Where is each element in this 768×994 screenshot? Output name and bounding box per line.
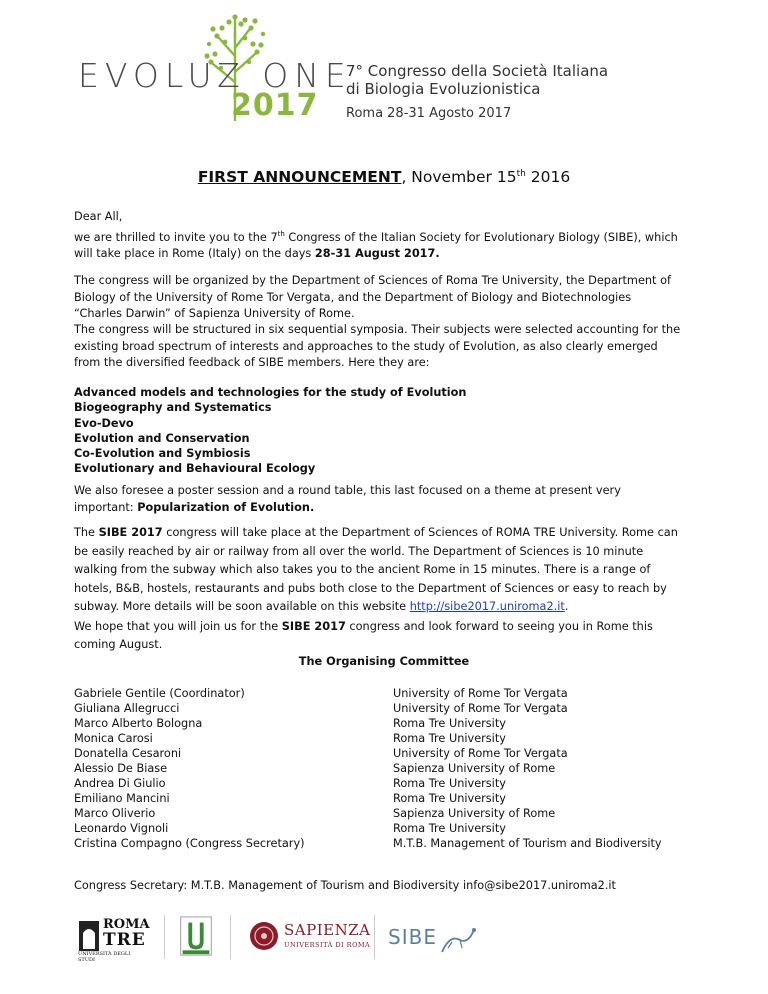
sibe-logo-text: SIBE xyxy=(388,925,437,949)
logo-divider xyxy=(374,915,375,959)
sapienza-seal-icon xyxy=(248,915,280,957)
symposium-item: Evolution and Conservation xyxy=(74,431,250,445)
closing-body: congress and look forward to seeing you in Rome this coming August. xyxy=(74,620,653,651)
member-name: Andrea Di Giulio xyxy=(74,777,166,790)
greeting: Dear All, xyxy=(74,210,123,223)
venue-text xyxy=(74,524,682,617)
committee-names xyxy=(74,686,305,851)
member-affiliation: University of Rome Tor Vergata xyxy=(393,687,568,700)
member-name: Marco Alberto Bologna xyxy=(74,717,203,730)
invitation-sup: th xyxy=(277,229,285,238)
roma-tre-text-2: TRE xyxy=(103,930,146,950)
sapienza-subtitle: UNIVERSITÀ DI ROMA xyxy=(284,941,371,949)
congress-title-line-1: 7° Congresso della Società Italiana xyxy=(346,62,609,80)
invitation-text xyxy=(74,226,682,263)
symposium-item: Advanced models and technologies for the study of Evolution xyxy=(74,386,467,399)
congress-date: Roma 28-31 Agosto 2017 xyxy=(346,106,512,121)
logo-divider xyxy=(164,915,165,959)
structure-paragraph xyxy=(74,322,682,372)
poster-theme: Popularization of Evolution. xyxy=(137,500,315,514)
partner-logos xyxy=(78,915,498,963)
tor-vergata-logo-icon xyxy=(178,915,214,957)
member-name: Monica Carosi xyxy=(74,732,153,745)
logo-year: 2017 xyxy=(231,88,319,123)
member-name: Giuliana Allegrucci xyxy=(74,702,180,715)
roma-tre-emblem-icon xyxy=(78,919,100,953)
member-name: Gabriele Gentile (Coordinator) xyxy=(74,687,245,700)
member-name: Leonardo Vignoli xyxy=(74,822,169,835)
roma-tre-text-1: ROMA xyxy=(103,917,150,932)
symposium-item: Evo-Devo xyxy=(74,416,134,430)
sapienza-name: SAPIENZA xyxy=(284,921,371,939)
sibe-lizard-icon xyxy=(438,919,478,961)
venue-pre: The xyxy=(74,526,99,539)
member-affiliation: Sapienza University of Rome xyxy=(393,807,556,820)
announcement-label: FIRST ANNOUNCEMENT xyxy=(197,168,402,186)
member-name: Cristina Compagno (Congress Secretary) xyxy=(74,837,305,850)
committee-affiliations xyxy=(393,686,662,851)
symposium-item: Evolutionary and Behavioural Ecology xyxy=(74,462,316,476)
member-affiliation: Roma Tre University xyxy=(393,777,506,790)
member-affiliation: Roma Tre University xyxy=(393,732,506,745)
committee-heading: The Organising Committee xyxy=(298,655,470,668)
announcement-heading xyxy=(0,168,768,186)
member-affiliation: University of Rome Tor Vergata xyxy=(393,747,568,760)
structure-text: The congress will be structured in six sequential symposia. Their subjects were selected accounting for the existing broad spectrum of interests and approaches to the study of Evolution, as also clearly emerged from the diversified feedback of SIBE members. Here they are: xyxy=(74,323,681,369)
poster-paragraph xyxy=(74,483,682,516)
organization-paragraph xyxy=(74,273,682,323)
congress-dates: 28-31 August 2017. xyxy=(314,246,440,260)
poster-text xyxy=(74,483,682,516)
member-name: Marco Oliverio xyxy=(74,807,156,820)
venue-end: . xyxy=(564,600,569,613)
venue-body: congress will take place at the Department of Sciences of ROMA TRE University. Rome can be easily reached by air or railway from all over the world. The Department of Sciences is 10 minute walking from the subway which also takes you to the ancient Rome in 15 minutes. There is a range of hotels, B&B, hostels, restaurants and pubs both close to the Department of Sciences or easy to reach by subway. More details will be soon available on this website xyxy=(74,526,678,613)
roma-tre-logo xyxy=(78,915,150,963)
member-affiliation: Roma Tre University xyxy=(393,792,506,805)
congress-title-line-2: di Biologia Evoluzionistica xyxy=(346,80,541,98)
logo-divider xyxy=(230,915,231,959)
poster-text-main: We also foresee a poster session and a round table, this last focused on a theme at present very important: xyxy=(74,484,621,514)
organization-text: The congress will be organized by the Department of Sciences of Roma Tre University, the Department of Biology of the University of Rome Tor Vergata, and the Department of Biology and Biotechnologies “Charles Darwin” of Sapienza University of Rome. xyxy=(74,274,671,320)
member-name: Donatella Cesaroni xyxy=(74,747,182,760)
member-affiliation: Roma Tre University xyxy=(393,717,506,730)
member-name: Emiliano Mancini xyxy=(74,792,170,805)
announcement-date-sup: th xyxy=(516,168,526,179)
invitation-rest: Congress of the Italian Society for Evolutionary Biology (SIBE), which will take place in Rome (Italy) on the days xyxy=(74,230,678,260)
member-affiliation: Sapienza University of Rome xyxy=(393,762,556,775)
intro-paragraph xyxy=(74,209,682,262)
member-affiliation: M.T.B. Management of Tourism and Biodiversity xyxy=(393,837,662,850)
website-link[interactable]: http://sibe2017.uniroma2.it xyxy=(409,600,565,613)
roma-tre-text-3: UNIVERSITÀ DEGLI STUDI xyxy=(78,951,131,963)
logo-wordmark: EVOLUZ ONE xyxy=(78,56,352,95)
member-affiliation: Roma Tre University xyxy=(393,822,506,835)
announcement-date-suffix: 2016 xyxy=(525,168,571,186)
closing-paragraph xyxy=(74,618,682,654)
closing-text xyxy=(74,618,682,654)
symposium-item: Co-Evolution and Symbiosis xyxy=(74,447,251,461)
venue-congress-name: SIBE 2017 xyxy=(98,526,163,539)
symposium-item: Biogeography and Systematics xyxy=(74,401,272,415)
member-affiliation: University of Rome Tor Vergata xyxy=(393,702,568,715)
venue-paragraph xyxy=(74,524,682,617)
secretary-contact: Congress Secretary: M.T.B. Management of Tourism and Biodiversity info@sibe2017.uniroma2.it xyxy=(74,879,616,892)
member-name: Alessio De Biase xyxy=(74,762,168,775)
congress-header xyxy=(0,0,768,140)
symposia-list xyxy=(74,385,466,477)
invitation-start: we are thrilled to invite you to the 7 xyxy=(74,230,278,244)
closing-pre: We hope that you will join us for the xyxy=(74,620,282,633)
closing-congress-name: SIBE 2017 xyxy=(281,620,346,633)
announcement-date-prefix: , November 15 xyxy=(401,168,517,186)
